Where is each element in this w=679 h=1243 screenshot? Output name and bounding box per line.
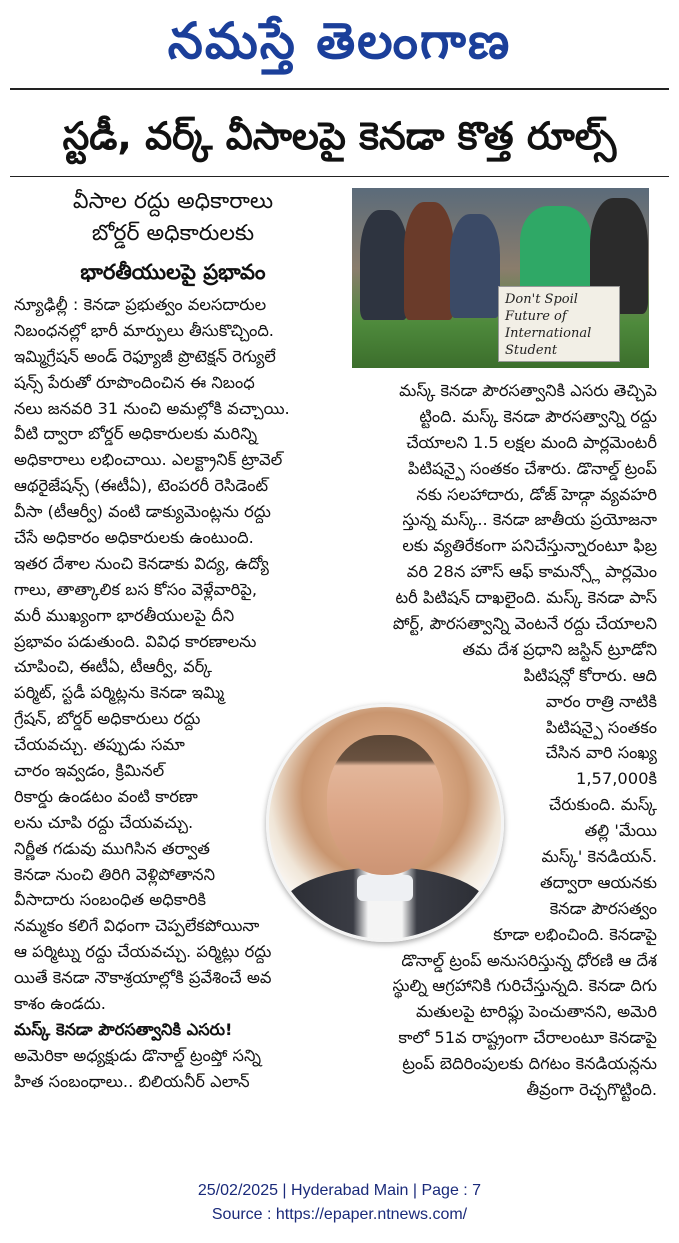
photo-figure	[404, 202, 454, 320]
text-line: కూడా లభించింది. కెనడాపై	[493, 924, 657, 944]
text-line: స్థుల్ని ఆగ్రహానికి గురిచేస్తున్నది. కెనడా దిగు	[392, 976, 657, 996]
text-line: తమ దేశ ప్రధాని జస్టిన్ ట్రూడోని	[462, 639, 657, 659]
text-line: తీవ్రంగా రెచ్చగొట్టింది.	[526, 1080, 657, 1100]
text-line: చేసిన వారి సంఖ్య	[545, 743, 657, 763]
text-line: నిబంధనల్లో భారీ మార్పులు తీసుకొచ్చింది.	[14, 320, 274, 340]
text-line: చేయాలని 1.5 లక్షల మంది పార్లమెంటరీ	[406, 432, 657, 452]
text-line: వీటి ద్వారా బోర్డర్ అధికారులకు మరిన్ని	[14, 424, 258, 444]
text-line: కెనడా పౌరసత్వం	[549, 898, 657, 918]
protest-photo	[352, 188, 649, 368]
text-line: అధికారాలు లభించాయి. ఎలక్ట్రానిక్ ట్రావెల్	[14, 450, 283, 470]
text-line: పర్మిట్, స్టడీ పర్మిట్లను కెనడా ఇమ్మి	[14, 683, 225, 703]
portrait-bowtie	[357, 875, 413, 901]
text-line: ఆథరైజేషన్స్ (ఈటీఏ), టెంపరరీ రెసిడెంట్	[14, 476, 269, 496]
text-line: వీసా (టీఆర్వీ) వంటి డాక్యుమెంట్లను రద్దు	[14, 502, 271, 522]
text-line: ట్టింది. మస్క్ కెనడా పౌరసత్వాన్ని రద్దు	[419, 406, 657, 426]
text-line: వరి 28న హౌస్ ఆఫ్ కామన్స్లో పార్లమెం	[406, 562, 657, 582]
text-line: ఆ పర్మిట్ను రద్దు చేయవచ్చు. పర్మిట్లు రద్దు	[14, 942, 272, 962]
text-line: చేరుకుంది. మస్క్	[548, 795, 657, 815]
text-line: అమెరికా అధ్యక్షుడు డొనాల్డ్ ట్రంప్తో సన్ని	[14, 1045, 261, 1065]
headline-rule	[10, 176, 669, 177]
text-line: ట్రంప్ బెదిరింపులకు దిగటం కెనడియన్లను	[402, 1054, 657, 1074]
subhead-1: వీసాల రద్దు అధికారాలు	[72, 189, 274, 214]
left-subhead: మస్క్ కెనడా పౌరసత్వానికి ఎసరు!	[14, 1019, 233, 1039]
text-line: మతులపై టారిఫ్లు పెంచుతానని, అమెరి	[416, 1002, 657, 1022]
text-line: కాలో 51వ రాష్ట్రంగా చేరాలంటూ కెనడాపై	[398, 1028, 657, 1048]
text-line: లకు వ్యతిరేకంగా పనిచేస్తున్నారంటూ ఫిబ్ర	[402, 536, 657, 556]
headline: స్టడీ, వర్క్ వీసాలపై కెనడా కొత్త రూల్స్	[62, 114, 617, 158]
masthead: నమస్తే తెలంగాణ	[167, 11, 512, 70]
text-line: తల్లి 'మేయి	[584, 821, 657, 841]
text-line: కాశం ఉండదు.	[14, 994, 106, 1014]
footer-dateline: 25/02/2025 | Hyderabad Main | Page : 7	[197, 1182, 482, 1199]
text-line: నిర్ణీత గడువు ముగిసిన తర్వాత	[14, 838, 210, 858]
text-line: నకు సలహాదారు, డోజ్ హెడ్గా వ్యవహరి	[416, 484, 657, 504]
subhead-2: బోర్డర్ అధికారులకు	[91, 221, 255, 246]
text-line: వీసాదారు సంబంధిత అధికారికి	[14, 890, 207, 910]
text-line: నలు జనవరి 31 నుంచి అమల్లోకి వచ్చాయి.	[14, 398, 290, 418]
masthead-rule	[10, 88, 669, 90]
text-line: యితే కెనడా నౌకాశ్రయాల్లోకి ప్రవేశించే అవ	[14, 968, 272, 988]
text-line: లను చూపి రద్దు చేయవచ్చు.	[14, 812, 194, 832]
text-line: స్తున్న మస్క్.. కెనడా జాతీయ ప్రయోజనా	[402, 510, 657, 530]
text-line: మస్క్' కెనడియన్.	[541, 847, 657, 867]
text-line: పిటిషన్పై సంతకం	[545, 717, 657, 737]
photo-figure	[520, 206, 592, 294]
photo-figure	[360, 210, 408, 320]
text-line: మస్క్ కెనడా పౌరసత్వానికి ఎసరు తెచ్చిపె	[399, 381, 657, 400]
subhead-bold: భారతీయులపై ప్రభావం	[80, 260, 266, 284]
text-line: టరీ పిటిషన్ దాఖలైంది. మస్క్ కెనడా పాస్	[395, 588, 657, 608]
text-line: పిటిషన్లో కోరారు. ఆది	[523, 665, 657, 685]
text-line: ప్రభావం పడుతుంది. వివిధ కారణాలను	[14, 631, 257, 651]
left-column	[14, 292, 344, 1095]
portrait-face	[327, 735, 443, 875]
text-line: ఇతర దేశాల నుంచి కెనడాకు విద్య, ఉద్యో	[14, 553, 269, 573]
text-line: చూపించి, ఈటీఏ, టీఆర్వీ, వర్క్	[14, 657, 212, 677]
text-line: మరీ ముఖ్యంగా భారతీయులపై దీని	[14, 605, 235, 625]
footer-source[interactable]: Source : https://epaper.ntnews.com/	[211, 1206, 468, 1223]
text-line: చేయవచ్చు. తప్పుడు సమా	[14, 735, 185, 755]
text-line: కెనడా నుంచి తిరిగి వెళ్లిపోతానని	[14, 864, 216, 884]
text-line: ఇమ్మిగ్రేషన్ అండ్ రెఫ్యూజీ ప్రొటెక్షన్ రెగ్యులే	[14, 346, 276, 366]
protest-sign: Don't Spoil Future of International Student	[498, 286, 620, 362]
text-line: హిత సంబంధాలు.. బిలియనీర్ ఎలాన్	[14, 1071, 250, 1091]
text-line: నమ్మకం కలిగే విధంగా చెప్పలేకపోయినా	[14, 916, 260, 936]
text-line: గాలు, తాత్కాలిక బస కోసం వెళ్లేవారిపై,	[14, 579, 258, 599]
text-line: చారం ఇవ్వడం, క్రిమినల్	[14, 761, 165, 781]
portrait-photo	[266, 704, 504, 942]
text-line: డొనాల్డ్ ట్రంప్ అనుసరిస్తున్న ధోరణి ఆ దేశ	[401, 950, 657, 970]
text-line: పోర్ట్, పౌరసత్వాన్ని వెంటనే రద్దు చేయాలని	[392, 614, 657, 634]
photo-figure	[450, 214, 500, 318]
text-line: 1,57,000కి	[575, 769, 657, 789]
text-line: వారం రాత్రి నాటికి	[545, 691, 657, 711]
text-line: న్యూఢిల్లీ : కెనడా ప్రభుత్వం వలసదారుల	[14, 295, 267, 314]
text-line: పిటిషన్పై సంతకం చేశారు. డొనాల్డ్ ట్రంప్	[407, 458, 657, 478]
text-line: రికార్డు ఉండటం వంటి కారణా	[14, 786, 198, 806]
text-line: షన్స్ పేరుతో రూపొందించిన ఈ నిబంధ	[14, 372, 255, 392]
text-line: చేసే అధికారం అధికారులకు ఉంటుంది.	[14, 528, 254, 548]
text-line: గ్రేషన్, బోర్డర్ అధికారులు రద్దు	[14, 709, 201, 729]
text-line: తద్వారా ఆయనకు	[540, 872, 657, 892]
